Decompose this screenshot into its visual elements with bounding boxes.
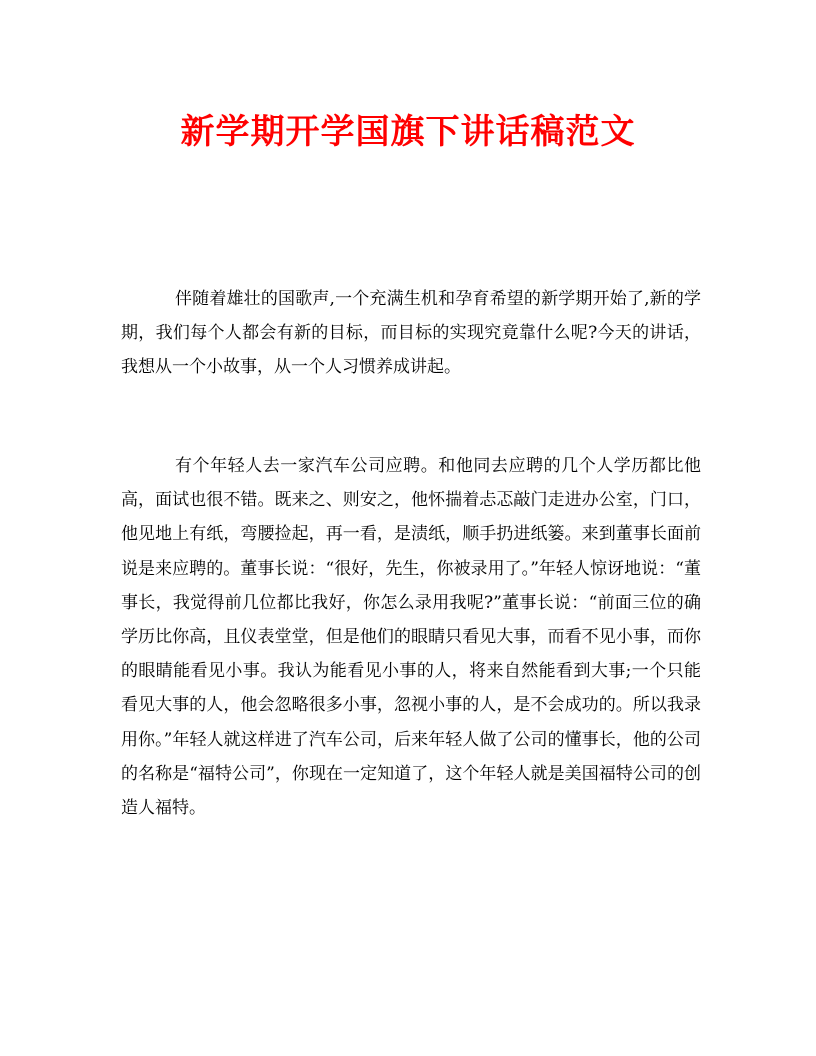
document-title: 新学期开学国旗下讲话稿范文 [180, 112, 636, 152]
paragraph-intro: 伴随着雄壮的国歌声,一个充满生机和孕育希望的新学期开始了,新的学期，我们每个人都会有新的目标，而目标的实现究竟靠什么呢?今天的讲话，我想从一个小故事，从一个人习惯养成讲起。 [121, 289, 701, 378]
paragraph-story: 有个年轻人去一家汽车公司应聘。和他同去应聘的几个人学历都比他高，面试也很不错。既来之、则安之，他怀揣着忐忑敲门走进办公室，门口，他见地上有纸，弯腰捡起，再一看，是渍纸，顺手扔进纸篓。来到董事长面前说是来应聘的。董事长说：“很好，先生，你被录用了。”年轻人惊讶地说：“董事长，我觉得前几位都比我好，你怎么录用我呢?”董事长说：“前面三位的确学历比你高，且仪表堂堂，但是他们的眼睛只看见大事，而看不见小事，而你的眼睛能看见小事。我认为能看见小事的人，将来自然能看到大事;一个只能看见大事的人，他会忽略很多小事，忽视小事的人，是不会成功的。所以我录用你。”年轻人就这样进了汽车公司，后来年轻人做了公司的懂事长，他的公司的名称是“福特公司”，你现在一定知道了，这个年轻人就是美国福特公司的创造人福特。 [121, 456, 701, 819]
